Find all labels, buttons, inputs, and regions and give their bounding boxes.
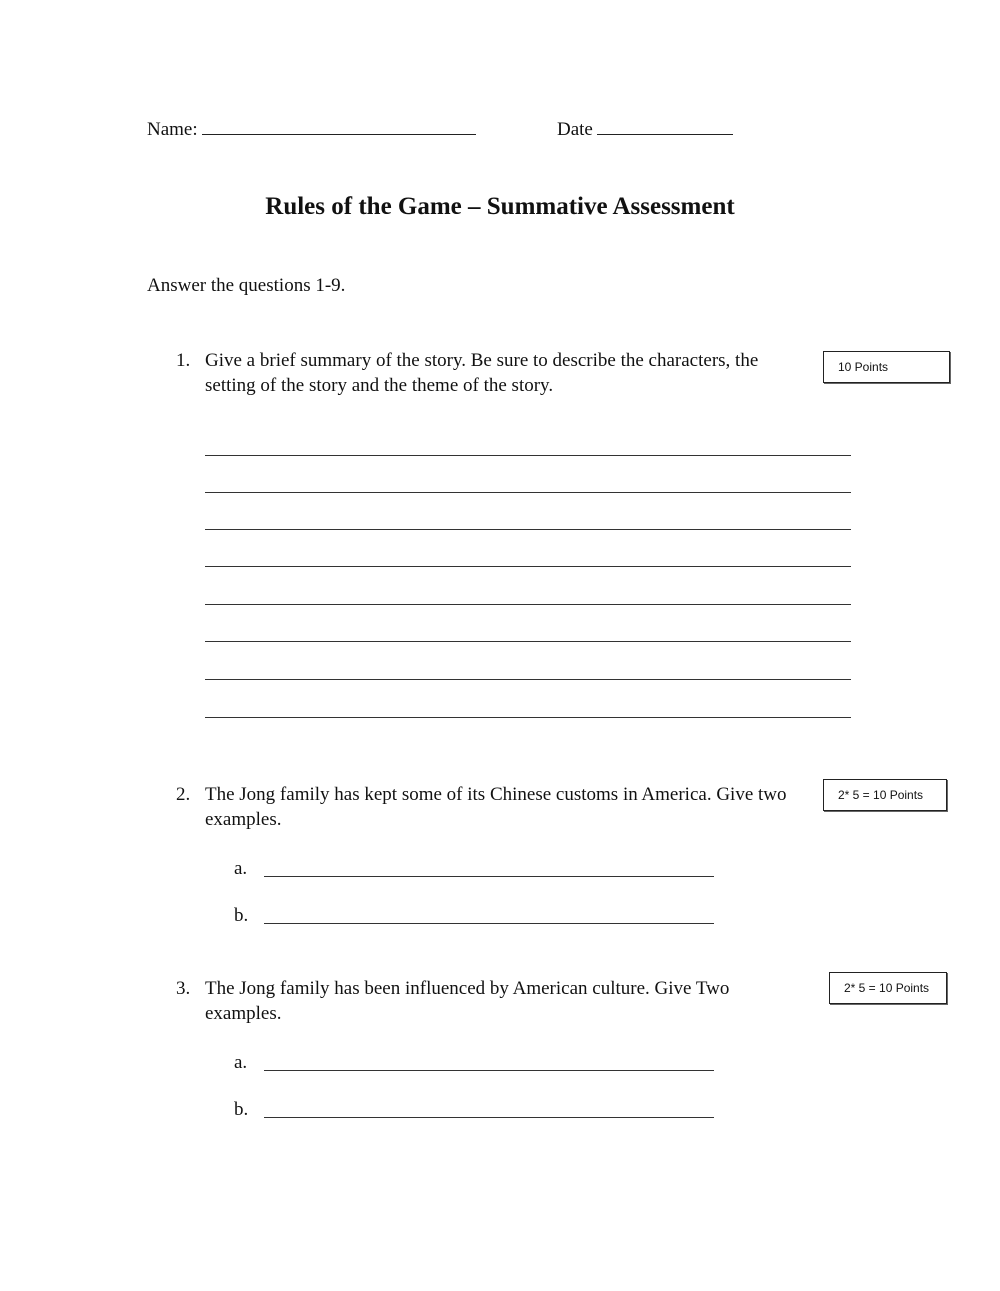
question-2-sub-b-label: b. [234, 905, 249, 926]
question-1-points: 10 Points [838, 360, 889, 374]
question-3-points-box [829, 972, 947, 1004]
answer-line-3[interactable] [205, 529, 851, 530]
answer-line-6[interactable] [205, 641, 851, 642]
question-1-number: 1. [176, 350, 191, 371]
answer-line-8[interactable] [205, 717, 851, 718]
page-title: Rules of the Game – Summative Assessment [265, 193, 735, 220]
date-field[interactable] [557, 116, 733, 142]
question-3-points: 2* 5 = 10 Points [844, 981, 930, 995]
question-3-number: 3. [176, 978, 191, 999]
question-2-line-2: examples. [205, 809, 282, 830]
question-1-line-2: setting of the story and the theme of the story. [205, 375, 554, 396]
instructions: Answer the questions 1-9. [147, 275, 346, 296]
answer-line-1[interactable] [205, 455, 851, 456]
answer-line-4[interactable] [205, 566, 851, 567]
name-blank[interactable] [202, 116, 476, 135]
answer-line-5[interactable] [205, 604, 851, 605]
question-3-line-1: The Jong family has been influenced by American culture. Give Two [205, 978, 730, 999]
question-3-line-2: examples. [205, 1003, 282, 1024]
date-label: Date [557, 119, 593, 140]
date-blank[interactable] [597, 116, 733, 135]
question-2-number: 2. [176, 784, 191, 805]
question-2-sub-a-label: a. [234, 858, 248, 879]
name-field[interactable] [147, 116, 476, 142]
question-3-sub-a-label: a. [234, 1052, 248, 1073]
question-2-points: 2* 5 = 10 Points [838, 788, 924, 802]
question-3-sub-b-label: b. [234, 1099, 249, 1120]
question-2-sub-a-line[interactable] [264, 876, 714, 877]
question-2-sub-b-line[interactable] [264, 923, 714, 924]
question-1-points-box [823, 351, 950, 383]
question-2-line-1: The Jong family has kept some of its Chinese customs in America. Give two [205, 784, 787, 805]
name-label: Name: [147, 119, 198, 140]
answer-line-2[interactable] [205, 492, 851, 493]
question-1-line-1: Give a brief summary of the story. Be sure to describe the characters, the [205, 350, 759, 371]
question-2-points-box [823, 779, 947, 811]
answer-line-7[interactable] [205, 679, 851, 680]
question-3-sub-a-line[interactable] [264, 1070, 714, 1071]
question-3-sub-b-line[interactable] [264, 1117, 714, 1118]
